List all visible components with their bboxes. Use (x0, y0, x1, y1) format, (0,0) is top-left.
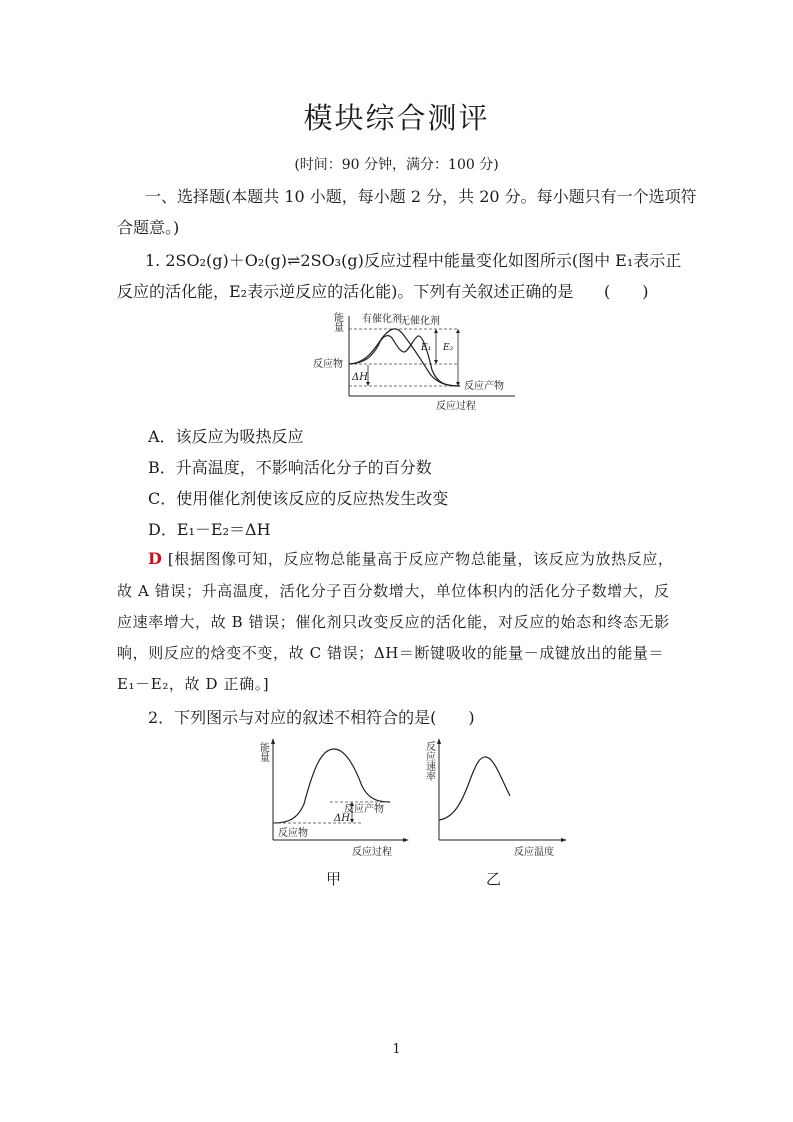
jia-reactant-label: 反应物 (278, 828, 308, 839)
yi-x-arrow (561, 838, 567, 842)
q1-explanation-line4: 响，则反应的焓变不变，故 C 错误；ΔH＝断键吸收的能量－成键放出的能量＝ (117, 644, 665, 662)
q1-stem-line1 (145, 248, 681, 271)
q1-stem-a: 反应过程中能量变化如图所示(图中 E₁表示正 (363, 251, 682, 270)
q2-caption-jia: 甲 (326, 870, 342, 888)
q1-dh-label: ΔH (352, 372, 368, 383)
q1-catalyst-label: 有催化剂 (362, 314, 402, 325)
yi-x-label: 反应温度 (514, 847, 554, 858)
q1-e2-arrow-head-up (456, 329, 460, 333)
q1-x-label: 反应过程 (436, 401, 476, 412)
q1-option-a[interactable]: A．该反应为吸热反应 (148, 427, 304, 446)
q1-option-d[interactable]: D．E₁－E₂＝ΔH (148, 520, 271, 539)
jia-y-arrow (271, 738, 275, 744)
page-title: 模块综合测评 (303, 101, 490, 135)
q1-e1-arrow-head-down (434, 360, 438, 364)
jia-y-label-1: 能 (260, 743, 270, 754)
jia-product-label: 反应产物 (344, 804, 384, 815)
q1-no-catalyst-label: 无催化剂 (400, 316, 440, 327)
q2-fig-jia (252, 736, 412, 860)
q1-explanation-line3: 应速率增大，故 B 错误；催化剂只改变反应的活化能，对反应的始态和终态无影 (117, 613, 670, 631)
jia-x-label: 反应过程 (352, 847, 392, 858)
yi-y-label-4: 率 (426, 772, 436, 783)
q2-caption-yi: 乙 (486, 870, 502, 888)
yi-y-label-3: 速 (426, 762, 436, 773)
q1-e1-arrow-head-up (434, 329, 438, 333)
q1-explanation-text-1: [根据图像可知，反应物总能量高于反应产物总能量，该反应为放热反应， (167, 550, 674, 568)
q1-answer-blank: ( ) (604, 282, 649, 301)
q2-fig-yi (424, 736, 574, 860)
jia-y-label-2: 量 (260, 753, 270, 764)
q1-e1-label: E₁ (421, 343, 432, 353)
q1-energy-diagram (308, 308, 528, 414)
q1-reactant-label: 反应物 (313, 359, 343, 370)
q1-product-label: 反应产物 (464, 381, 504, 392)
jia-x-arrow (403, 838, 409, 842)
jia-dh-label: ΔH (334, 813, 350, 824)
q1-stem-line2 (117, 279, 573, 302)
q1-stem-b: 反应的活化能，E₂表示逆反应的活化能)。下列有关叙述正确的是 (117, 282, 574, 301)
q1-explanation-line1 (148, 548, 674, 569)
yi-y-arrow (437, 738, 441, 744)
q1-explanation-line5: E₁－E₂，故 D 正确。] (117, 675, 270, 693)
q1-option-b[interactable]: B．升高温度，不影响活化分子的百分数 (148, 458, 432, 477)
q1-number: 1. (145, 251, 161, 270)
exam-info: (时间：90 分钟，满分：100 分) (294, 157, 499, 173)
yi-y-label-2: 应 (426, 752, 436, 763)
q2-stem: 2．下列图示与对应的叙述不相符合的是( ) (148, 708, 475, 727)
q1-e2-label: E₂ (443, 343, 454, 353)
yi-y-label-1: 反 (426, 742, 436, 753)
q1-explanation-line2: 故 A 错误；升高温度，活化分子百分数增大，单位体积内的活化分子数增大，反 (117, 582, 670, 600)
q1-y-label-2: 量 (334, 323, 344, 334)
q1-answer-letter: D (148, 549, 163, 568)
page-number: 1 (392, 1042, 401, 1057)
section-heading: 一、选择题(本题共 10 小题，每小题 2 分，共 20 分。每小题只有一个选项符 (145, 187, 697, 206)
q1-option-c[interactable]: C．使用催化剂使该反应的反应热发生改变 (148, 489, 449, 508)
yi-curve (439, 757, 510, 820)
jia-dh-arrow-head (350, 819, 354, 823)
section-heading-cont: 合题意。) (117, 218, 180, 237)
q1-y-label-1: 能 (334, 313, 344, 324)
q1-equation: 2SO₂(g)＋O₂(g)⇌2SO₃(g) (165, 251, 364, 270)
